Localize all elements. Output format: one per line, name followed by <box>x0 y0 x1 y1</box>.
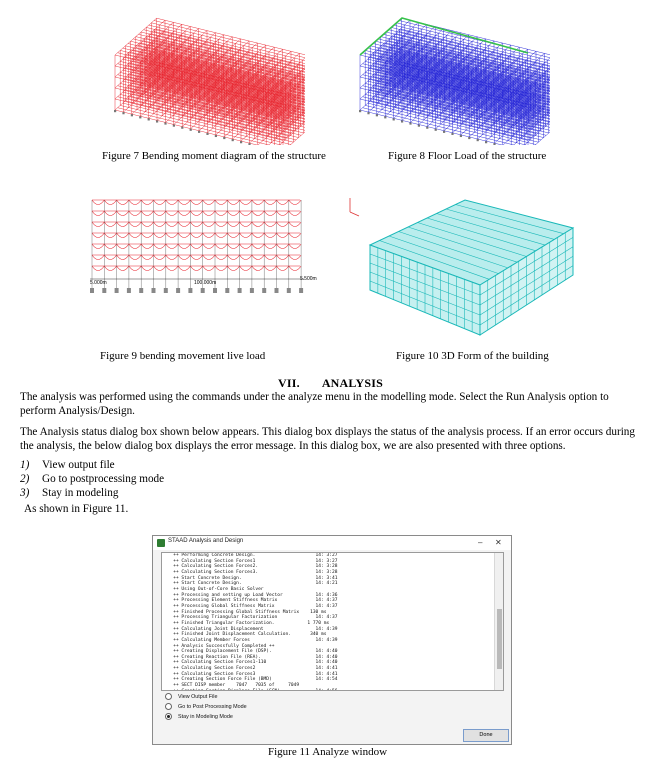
section-number: VII. <box>278 376 300 390</box>
axis-x-icon <box>350 212 359 216</box>
radio-stay-modeling[interactable]: Stay in Modeling Mode <box>165 713 233 720</box>
figure-8-image <box>350 15 550 145</box>
section-heading <box>0 376 661 391</box>
staad-app-icon <box>157 539 165 547</box>
dimension-label-left: 5.000m <box>90 280 107 286</box>
dimension-label-right: 5.500m <box>300 276 317 282</box>
frame-lines <box>360 18 550 145</box>
figure-10-caption: Figure 10 3D Form of the building <box>396 350 549 362</box>
figure-8-caption: Figure 8 Floor Load of the structure <box>388 150 547 162</box>
dialog-titlebar <box>153 536 511 550</box>
list-item: 1) View output file <box>20 459 115 471</box>
paragraph-1: The analysis was performed using the commands under the analyze menu in the modelling mode. Select the Run Analysis option to perform Analysis/Design. <box>20 391 609 418</box>
minimize-icon[interactable]: – <box>478 538 483 547</box>
frame-lines <box>115 18 305 145</box>
radio-post-processing[interactable]: Go to Post Processing Mode <box>165 703 247 710</box>
paragraph-3: As shown in Figure 11. <box>24 503 129 515</box>
figure-10-image <box>345 190 585 340</box>
section-title: ANALYSIS <box>321 376 383 390</box>
paragraph-2: The Analysis status dialog box shown below appears. This dialog box displays the status of the analysis process. If an error occurs during the analysis, the below dialog box displays the error message. In this dialog box, we are also presented with three options. <box>20 426 635 453</box>
list-item: 3) Stay in modeling <box>20 487 119 500</box>
log-scrollbar[interactable] <box>494 553 503 690</box>
support-icons <box>90 288 303 293</box>
figure-9-caption: Figure 9 bending movement live load <box>100 350 266 362</box>
figure-9-image <box>82 188 322 316</box>
radio-icon <box>165 693 172 700</box>
list-item: 2) Go to postprocessing mode <box>20 473 165 486</box>
close-icon[interactable]: ✕ <box>495 538 502 547</box>
analysis-dialog <box>152 535 512 745</box>
scrollbar-thumb[interactable] <box>497 609 502 669</box>
radio-selected-icon <box>165 713 172 720</box>
analysis-log[interactable] <box>161 552 504 691</box>
dimension-label-center: 100.000m <box>194 280 217 286</box>
done-button[interactable]: Done <box>463 729 509 742</box>
dialog-title: STAAD Analysis and Design <box>168 538 244 544</box>
moment-curves <box>92 200 301 271</box>
log-text: ++ Performing Concrete Design. 14: 3:27 ++ Calculating Section Forces1 14: 3:27 ++ Calculating Section Forces2. 14: 3:28 ++ Calculating Section Forces3. 14: 3:28 ++ Start Concrete Design. 14: 3:41 ++ Start Concrete Design. 14: 4:21 ++ Using Out-of-Core Basic Solver ++ Processing and setting up Load Vector 14: 4:36 ++ Processing Element Stiffness Matrix 14: 4:37 ++ Processing Global Stiffness Matrix 14: 4:37 ++ Finished Processing Global Stiffness Matrix 130 ms ++ Processing Triangular Factorization 14: 4:37 ++ Finished Triangular Factorization. 1 770 ms ++ Calculating Joint Displacement 14: 4:39 ++ Finished Joint Displacement Calculation. 340 ms ++ Calculating Member Forces 14: 4:39 ++ Analysis Successfully Completed ++ ++ Creating Displacement File (DSP). 14: 4:40 ++ Creating Reaction File (REA). 14: 4:40 ++ Calculating Section Forces1-110 14: 4:40 ++ Calculating Section Forces2 14: 4:41 ++ Calculating Section Forces3 14: 4:41 ++ Creating Section Force File (BMD) 14: 4:54 ++ SECT DISP member 7047 7035 of 7049 <box>173 553 338 689</box>
radio-icon <box>165 703 172 710</box>
radio-view-output[interactable]: View Output File <box>165 693 217 700</box>
figure-11-caption: Figure 11 Analyze window <box>268 746 388 758</box>
options-list <box>20 458 164 501</box>
figure-7-caption: Figure 7 Bending moment diagram of the structure <box>102 150 326 162</box>
figure-7-image <box>105 15 305 145</box>
